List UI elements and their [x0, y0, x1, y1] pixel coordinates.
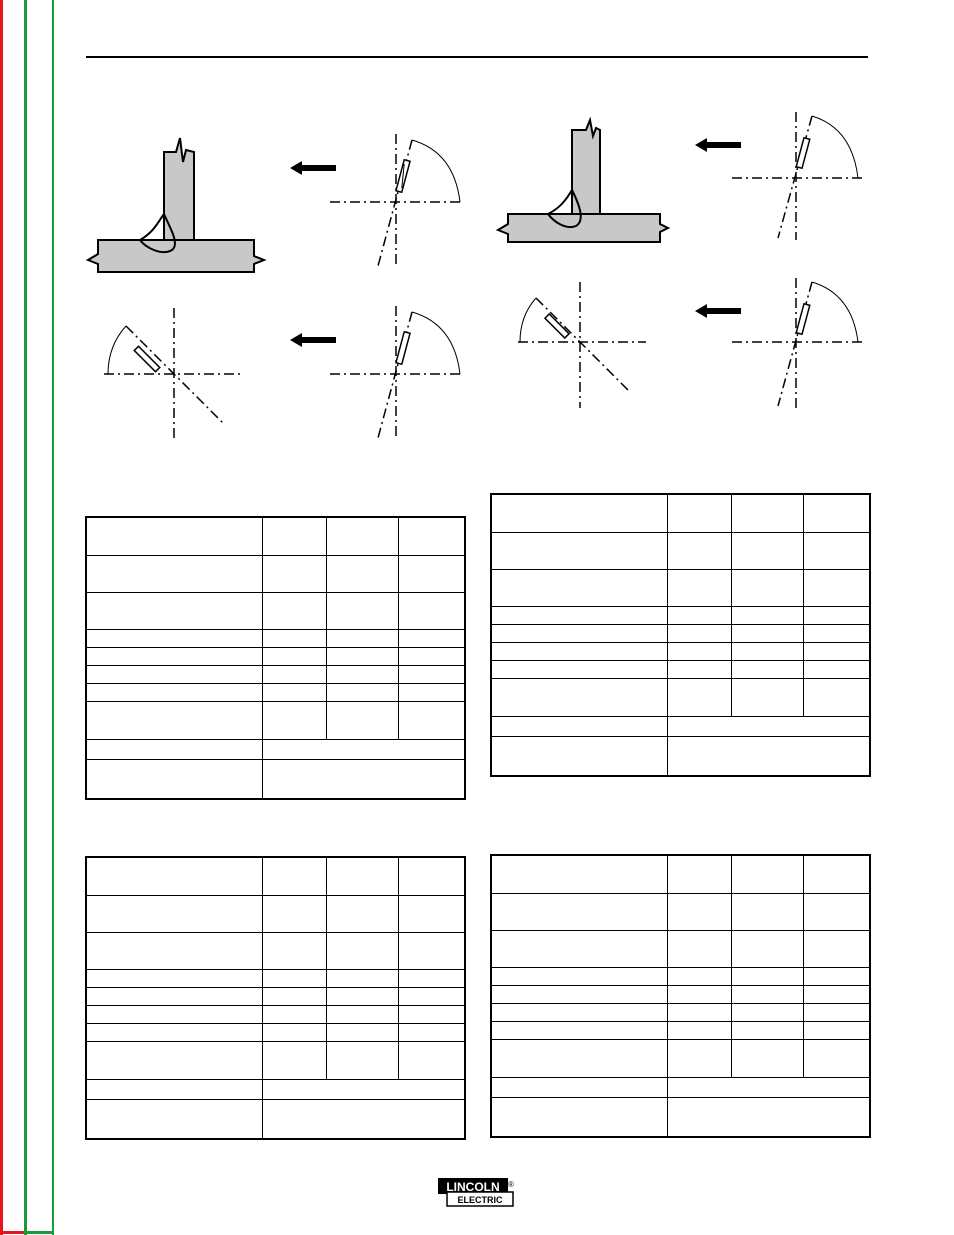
tjoint-figure-right — [494, 116, 672, 246]
tjoint-figure-left — [84, 132, 270, 278]
electrode-angle-diagram-5 — [514, 280, 650, 410]
procedure-table-right-top — [490, 493, 871, 777]
electrode-angle-diagram-3 — [100, 306, 244, 444]
electrode-angle-diagram-4 — [326, 304, 468, 442]
logo-line1: LINCOLN — [446, 1180, 500, 1194]
lincoln-electric-logo — [437, 1177, 517, 1209]
electrode-angle-diagram-1 — [326, 130, 468, 270]
procedure-table-left-bottom — [85, 856, 466, 1140]
margin-green-bar — [24, 0, 27, 1235]
margin-red-bar — [0, 0, 3, 1235]
logo-line2: ELECTRIC — [457, 1195, 503, 1205]
electrode-angle-diagram-6 — [728, 276, 866, 410]
logo-registered: ® — [508, 1180, 514, 1189]
margin-red-bottom — [0, 1231, 27, 1234]
electrode-angle-diagram-2 — [728, 110, 866, 242]
margin-green-bottom — [24, 1231, 54, 1234]
header-rule — [86, 56, 868, 58]
procedure-table-right-bottom — [490, 854, 871, 1138]
procedure-table-left-top — [85, 516, 466, 800]
margin-green-bar-right — [52, 0, 54, 1235]
